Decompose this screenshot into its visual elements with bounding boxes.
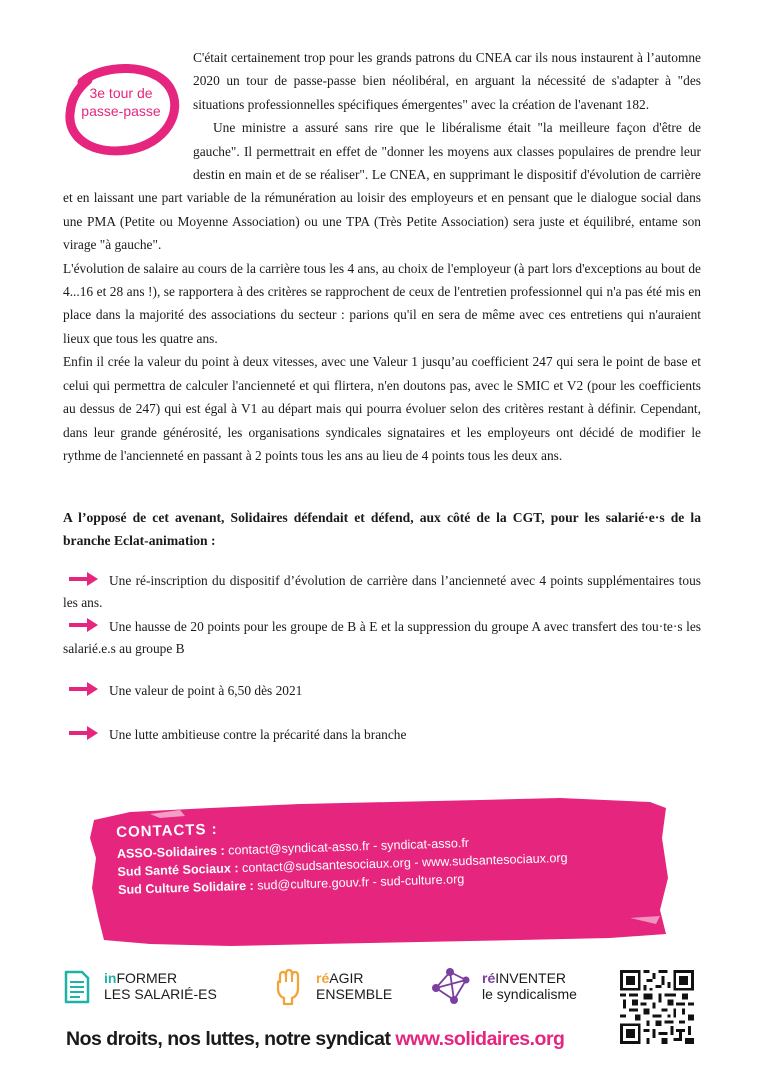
contact-org: Sud Santé Sociaux : — [117, 861, 239, 879]
demand-item-3 — [63, 680, 701, 702]
demand-text: Une valeur de point à 6,50 dès 2021 — [109, 683, 303, 698]
footer-slogans — [60, 964, 710, 1034]
arrow-right-icon — [69, 571, 99, 587]
website-link[interactable]: www.solidaires.org — [395, 1028, 565, 1050]
footer-item-line2: le syndicalisme — [482, 986, 577, 1002]
demand-item-4 — [63, 724, 701, 746]
contact-org: Sud Culture Solidaire : — [117, 878, 254, 897]
contact-details[interactable]: contact@sudsantesociaux.org - www.sudsantesociaux.org — [238, 850, 568, 876]
raised-fist-icon — [274, 968, 302, 1006]
arrow-right-icon — [69, 681, 99, 697]
demand-text: Une lutte ambitieuse contre la précarité dans la branche — [109, 727, 407, 742]
footer-item-prefix: ré — [482, 970, 496, 986]
demand-item-1 — [63, 570, 701, 614]
arrow-right-icon — [69, 725, 99, 741]
paragraph-2: Une ministre a assuré sans rire que le libéralisme était "la meilleure façon d'être de gauche". Il permettrait en effet de "donner les moyens aux classes populaires de prendre leur destin en main et de se réaliser". Le CNEA, en supprimant le dispositif d'évolution de carrière et en laissant une part variable de la rémunération au loisir des employeurs et en pensant que le dialogue social dans une PMA (Petite ou Moyenne Association) ou une TPA (Très Petite Association) sera juste et équilibré, entame son virage "à gauche". — [63, 120, 701, 253]
badge-line-2: passe-passe — [81, 103, 161, 119]
demand-text: Une hausse de 20 points pour les groupe de B à E et la suppression du groupe A avec transfert des tou·te·s les salarié.e.s au groupe B — [63, 619, 701, 656]
footer-item-prefix: in — [104, 970, 117, 986]
footer-item-reinventer — [482, 970, 577, 1002]
footer-item-word: AGIR — [329, 970, 364, 986]
footer-tagline — [66, 1028, 706, 1051]
paragraph-4: Enfin il crée la valeur du point à deux vitesses, avec une Valeur 1 jusqu’au coefficient 247 qui sera le point de base et celui qui permettra de calculer l'ancienneté et qui flirtera, n'en doutons pas, avec le SMIC et V2 (pour les coefficients au dessus de 247) qui est égal à V1 au départ mais qui pourra évoluer selon des critères restant à définir. Cependant, dans leur grande générosité, les organisations syndicales signataires et les employeurs ont décidé de modifier le rythme de l'ancienneté en passant à 2 points tous les ans au lieu de 4 points tous les deux ans. — [63, 354, 701, 463]
footer-item-word: INVENTER — [495, 970, 567, 986]
position-statement: A l’opposé de cet avenant, Solidaires défendait et défend, aux côté de la CGT, pour les salarié·e·s de la branche Eclat-animation : — [63, 510, 701, 548]
footer-item-word: FORMER — [116, 970, 178, 986]
demand-item-2 — [63, 616, 701, 660]
contact-org: ASSO-Solidaires : — [116, 843, 225, 861]
paragraph-3: L'évolution de salaire au cours de la carrière tous les 4 ans, au choix de l'employeur (à part lors d'exceptions au bout de 4...16 et 28 ans !), se rapportera à des critères se rapprochent de ceux de l'entretien professionnel qui n'a pas été mis en place dans la majorité des associations du secteur : parions qu'il en sera de même avec ces entretiens qui n'auraient lieux que tous les quatre ans. — [63, 260, 701, 346]
contact-details[interactable]: contact@syndicat-asso.fr - syndicat-asso.fr — [224, 835, 470, 858]
arrow-right-icon — [69, 617, 99, 633]
footer-item-informer — [104, 970, 217, 1002]
contacts-title: CONTACTS : — [116, 820, 218, 841]
footer-item-prefix: ré — [316, 970, 330, 986]
tagline-text: Nos droits, nos luttes, notre syndicat — [66, 1028, 391, 1050]
contact-details[interactable]: sud@culture.gouv.fr - sud-culture.org — [253, 872, 465, 893]
badge-line-1: 3e tour de — [89, 85, 153, 101]
demand-text: Une ré-inscription du dispositif d’évolution de carrière dans l’ancienneté avec 4 points supplémentaires tous les ans. — [63, 573, 701, 610]
document-icon — [64, 970, 90, 1004]
network-icon — [430, 966, 474, 1006]
footer-item-line2: ENSEMBLE — [316, 986, 393, 1002]
article-body — [63, 46, 701, 467]
paragraph-1: C'était certainement trop pour les grands patrons du CNEA car ils nous instaurent à l’automne 2020 un tour de passe-passe bien néolibéral, en arguant la nécessité de s'adapter à "des situations professionnelles spécifiques émergentes" avec la création de l'avenant 182. — [193, 50, 701, 112]
footer-item-reagir — [316, 970, 392, 1002]
footer-item-line2: LES SALARIÉ-ES — [104, 986, 217, 1002]
